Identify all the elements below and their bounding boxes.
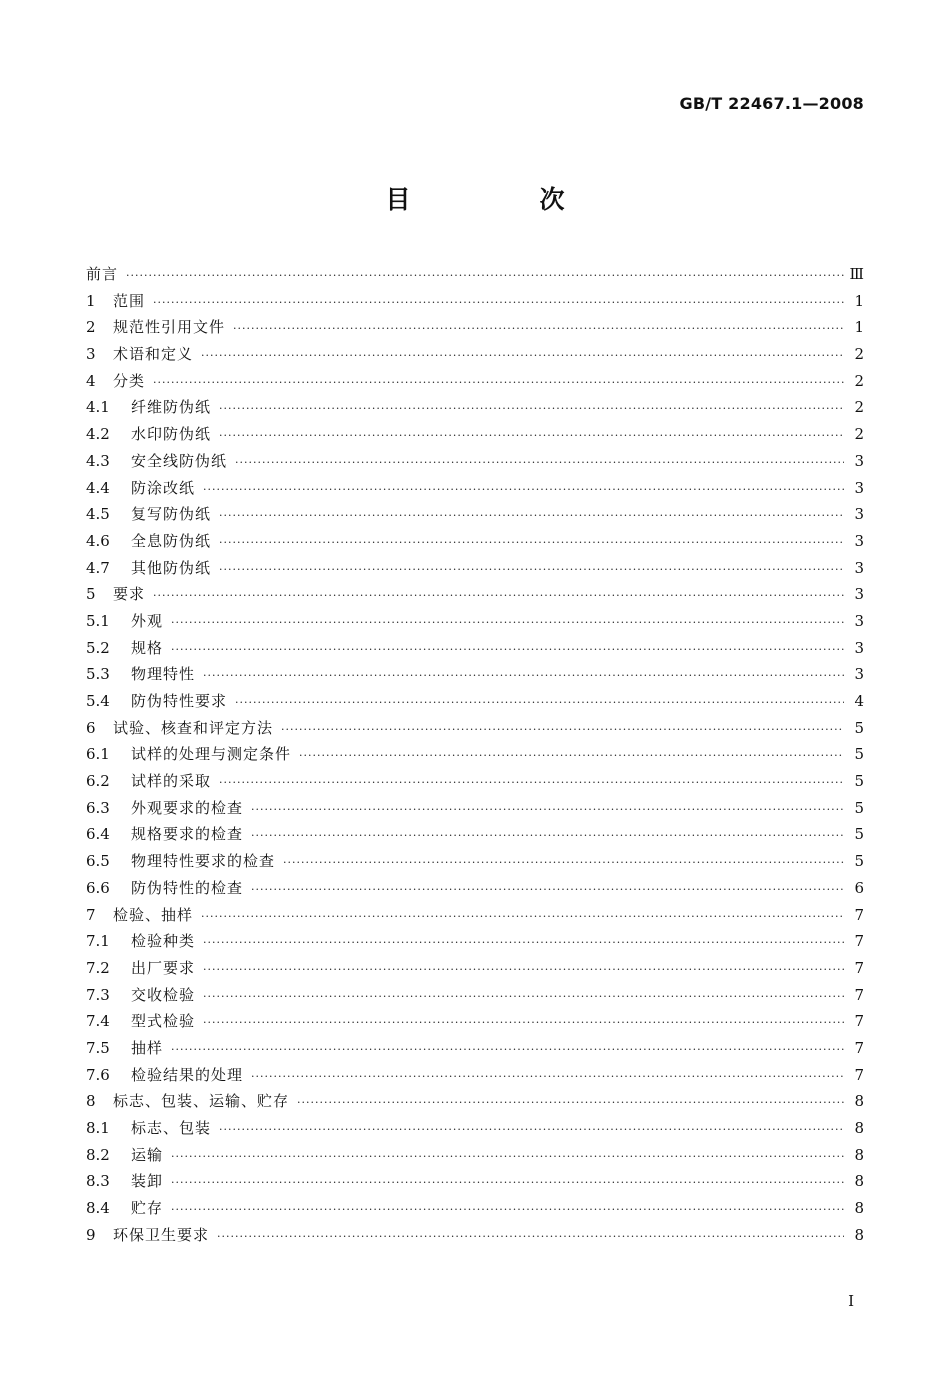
toc-entry-number: 8.2 <box>86 1145 110 1164</box>
toc-entry-page: 1 <box>854 291 864 310</box>
toc-entry-page: 5 <box>854 772 864 791</box>
toc-entry[interactable] <box>86 1170 864 1197</box>
toc-dot-leader <box>153 296 844 309</box>
toc-entry[interactable] <box>86 450 864 477</box>
toc-entry-number: 4.3 <box>86 451 110 470</box>
toc-entry-number: 6.2 <box>86 772 110 791</box>
toc-entry-number: 5.4 <box>86 692 110 710</box>
toc-entry-label: 术语和定义 <box>113 345 194 364</box>
toc-entry-page: 5 <box>854 825 864 844</box>
toc-dot-leader <box>251 1070 844 1083</box>
toc-dot-leader <box>126 269 844 282</box>
toc-entry[interactable] <box>86 850 864 877</box>
toc-entry-page: 8 <box>854 1172 864 1191</box>
toc-entry-label: 防伪特性要求 <box>131 692 228 710</box>
toc-entry-label: 安全线防伪纸 <box>131 451 228 470</box>
toc-entry-number: 4 <box>86 371 96 390</box>
toc-entry[interactable] <box>86 904 864 931</box>
toc-entry[interactable] <box>86 1144 864 1171</box>
toc-entry[interactable] <box>86 717 864 744</box>
toc-entry-label: 规格 <box>131 638 164 657</box>
standard-code: GB/T 22467.1—2008 <box>679 94 864 113</box>
toc-entry-number: 7.6 <box>86 1065 110 1084</box>
toc-entry-page: Ⅲ <box>849 265 864 283</box>
toc-entry-page: 3 <box>854 505 864 524</box>
toc-entry-page: 5 <box>854 798 864 817</box>
toc-entry-page: 7 <box>854 932 864 951</box>
toc-dot-leader <box>251 803 844 816</box>
toc-entry-page: 8 <box>854 1225 864 1244</box>
toc-entry-label: 外观要求的检查 <box>131 798 244 817</box>
toc-entry-page: 7 <box>854 1065 864 1084</box>
toc-entry[interactable] <box>86 530 864 557</box>
toc-entry-label: 试验、核查和评定方法 <box>113 718 274 737</box>
toc-entry[interactable] <box>86 370 864 397</box>
toc-entry[interactable] <box>86 557 864 584</box>
toc-entry[interactable] <box>86 263 864 290</box>
toc-entry[interactable] <box>86 1010 864 1037</box>
toc-entry-number: 5.1 <box>86 611 110 630</box>
toc-entry-label: 试样的处理与测定条件 <box>131 745 292 764</box>
toc-entry-label: 标志、包装 <box>131 1119 212 1137</box>
toc-entry[interactable] <box>86 984 864 1011</box>
toc-entry-page: 5 <box>854 852 864 871</box>
toc-entry-label: 运输 <box>131 1145 164 1164</box>
toc-entry-number: 9 <box>86 1225 96 1244</box>
toc-entry-number: 4.6 <box>86 531 110 550</box>
toc-entry-label: 防伪特性的检查 <box>131 878 244 897</box>
toc-entry-number: 8.3 <box>86 1172 110 1191</box>
toc-dot-leader <box>203 669 844 682</box>
toc-entry-label: 装卸 <box>131 1172 164 1191</box>
toc-entry-number: 7.5 <box>86 1038 110 1057</box>
toc-entry-page: 7 <box>854 905 864 924</box>
toc-dot-leader <box>219 402 844 415</box>
toc-entry[interactable] <box>86 343 864 370</box>
toc-dot-leader <box>235 696 844 709</box>
toc-entry-page: 2 <box>854 425 864 444</box>
toc-entry[interactable] <box>86 503 864 530</box>
toc-entry-number: 6.1 <box>86 745 110 764</box>
toc-dot-leader <box>203 990 844 1003</box>
toc-entry-number: 7.1 <box>86 932 110 951</box>
toc-entry[interactable] <box>86 290 864 317</box>
toc-dot-leader <box>233 322 844 335</box>
toc-dot-leader <box>299 749 844 762</box>
toc-entry-page: 3 <box>854 611 864 630</box>
toc-entry-number: 6.6 <box>86 878 110 897</box>
toc-entry-label: 前言 <box>86 265 119 283</box>
toc-dot-leader <box>171 1203 844 1216</box>
toc-entry[interactable] <box>86 316 864 343</box>
toc-dot-leader <box>217 1230 844 1243</box>
toc-entry-page: 7 <box>854 985 864 1004</box>
toc-entry[interactable] <box>86 663 864 690</box>
toc-entry-label: 试样的采取 <box>131 772 212 791</box>
toc-entry-page: 8 <box>854 1092 864 1111</box>
toc-dot-leader <box>153 589 844 602</box>
toc-entry-label: 水印防伪纸 <box>131 425 212 444</box>
toc-dot-leader <box>171 616 844 629</box>
toc-entry-number: 8.1 <box>86 1119 110 1137</box>
toc-entry-page: 3 <box>854 665 864 684</box>
toc-entry-page: 5 <box>854 718 864 737</box>
toc-entry-label: 检验结果的处理 <box>131 1065 244 1084</box>
toc-dot-leader <box>281 723 844 736</box>
toc-entry-page: 3 <box>854 558 864 577</box>
toc-dot-leader <box>235 456 844 469</box>
toc-entry-number: 5.3 <box>86 665 110 684</box>
toc-entry-number: 8 <box>86 1092 96 1111</box>
toc-entry-number: 5.2 <box>86 638 110 657</box>
toc-dot-leader <box>219 509 844 522</box>
toc-dot-leader <box>203 963 844 976</box>
toc-entry[interactable] <box>86 957 864 984</box>
toc-entry[interactable] <box>86 743 864 770</box>
toc-entry-number: 7.4 <box>86 1012 110 1031</box>
toc-entry-page: 2 <box>854 371 864 390</box>
toc-entry-number: 7.3 <box>86 985 110 1004</box>
toc-entry-page: 7 <box>854 958 864 977</box>
toc-entry[interactable] <box>86 1117 864 1144</box>
toc-dot-leader <box>203 936 844 949</box>
toc-entry[interactable] <box>86 610 864 637</box>
toc-entry-page: 8 <box>854 1199 864 1218</box>
toc-dot-leader <box>203 1016 844 1029</box>
page-number: I <box>848 1292 854 1310</box>
toc-dot-leader <box>171 643 844 656</box>
toc-entry-page: 5 <box>854 745 864 764</box>
toc-dot-leader <box>283 856 844 869</box>
toc-entry-page: 6 <box>854 878 864 897</box>
toc-entry-label: 复写防伪纸 <box>131 505 212 524</box>
toc-entry-label: 规格要求的检查 <box>131 825 244 844</box>
toc-entry-label: 防涂改纸 <box>131 478 196 497</box>
toc-entry[interactable] <box>86 396 864 423</box>
toc-entry-number: 2 <box>86 318 96 337</box>
toc-entry-page: 3 <box>854 531 864 550</box>
toc-entry-label: 其他防伪纸 <box>131 558 212 577</box>
toc-dot-leader <box>219 536 844 549</box>
toc-entry-label: 要求 <box>113 585 146 604</box>
toc-entry-page: 8 <box>854 1119 864 1137</box>
toc-entry-number: 4.1 <box>86 398 110 417</box>
toc-entry[interactable] <box>86 637 864 664</box>
toc-dot-leader <box>219 563 844 576</box>
toc-entry-label: 出厂要求 <box>131 958 196 977</box>
toc-entry-label: 交收检验 <box>131 985 196 1004</box>
page-title: 目 次 <box>385 185 617 214</box>
toc-entry-label: 贮存 <box>131 1199 164 1218</box>
toc-entry-label: 外观 <box>131 611 164 630</box>
toc-dot-leader <box>219 776 844 789</box>
toc-entry-label: 范围 <box>113 291 146 310</box>
toc-entry-page: 7 <box>854 1012 864 1031</box>
toc-entry-number: 8.4 <box>86 1199 110 1218</box>
toc-entry-number: 4.4 <box>86 478 110 497</box>
toc-entry[interactable] <box>86 797 864 824</box>
toc-entry-label: 分类 <box>113 371 146 390</box>
toc-entry[interactable] <box>86 1090 864 1117</box>
toc-entry-number: 3 <box>86 345 96 364</box>
toc-entry[interactable] <box>86 690 864 717</box>
toc-entry-page: 2 <box>854 345 864 364</box>
toc-dot-leader <box>171 1150 844 1163</box>
toc-entry-number: 4.2 <box>86 425 110 444</box>
toc-entry-number: 6.4 <box>86 825 110 844</box>
toc-entry-page: 7 <box>854 1038 864 1057</box>
toc-entry-page: 3 <box>854 585 864 604</box>
toc-entry-label: 纤维防伪纸 <box>131 398 212 417</box>
toc-entry[interactable] <box>86 1224 864 1251</box>
toc-dot-leader <box>251 883 844 896</box>
toc-entry-page: 3 <box>854 478 864 497</box>
toc-entry[interactable] <box>86 583 864 610</box>
toc-entry-label: 标志、包装、运输、贮存 <box>113 1092 290 1111</box>
toc-entry-number: 6.5 <box>86 852 110 871</box>
toc-entry-label: 全息防伪纸 <box>131 531 212 550</box>
toc-entry-page: 3 <box>854 451 864 470</box>
toc-entry-label: 环保卫生要求 <box>113 1225 210 1244</box>
toc-entry-label: 检验、抽样 <box>113 905 194 924</box>
toc-dot-leader <box>201 349 844 362</box>
toc-entry-label: 规范性引用文件 <box>113 318 226 337</box>
toc-dot-leader <box>203 483 844 496</box>
toc-entry[interactable] <box>86 930 864 957</box>
toc-entry-number: 6 <box>86 718 96 737</box>
toc-entry[interactable] <box>86 477 864 504</box>
toc-entry-number: 4.7 <box>86 558 110 577</box>
toc-dot-leader <box>297 1096 844 1109</box>
toc-dot-leader <box>153 376 844 389</box>
toc-dot-leader <box>251 829 844 842</box>
toc-entry-label: 物理特性要求的检查 <box>131 852 276 871</box>
toc-entry-label: 检验种类 <box>131 932 196 951</box>
toc-entry-label: 抽样 <box>131 1038 164 1057</box>
toc-entry-page: 1 <box>854 318 864 337</box>
toc-entry-number: 7 <box>86 905 96 924</box>
toc-entry[interactable] <box>86 877 864 904</box>
toc-entry[interactable] <box>86 770 864 797</box>
toc-entry-label: 物理特性 <box>131 665 196 684</box>
table-of-contents <box>86 263 864 1250</box>
toc-entry-page: 3 <box>854 638 864 657</box>
toc-entry-number: 6.3 <box>86 798 110 817</box>
toc-entry[interactable] <box>86 823 864 850</box>
toc-entry[interactable] <box>86 1197 864 1224</box>
toc-entry-number: 1 <box>86 291 96 310</box>
toc-entry-number: 4.5 <box>86 505 110 524</box>
toc-entry-label: 型式检验 <box>131 1012 196 1031</box>
toc-entry[interactable] <box>86 1037 864 1064</box>
toc-dot-leader <box>201 910 844 923</box>
toc-entry[interactable] <box>86 1064 864 1091</box>
toc-entry-number: 7.2 <box>86 958 110 977</box>
toc-entry-page: 4 <box>854 692 864 710</box>
toc-dot-leader <box>219 1123 844 1136</box>
toc-dot-leader <box>171 1176 844 1189</box>
toc-dot-leader <box>171 1043 844 1056</box>
toc-entry-page: 8 <box>854 1145 864 1164</box>
toc-dot-leader <box>219 429 844 442</box>
toc-entry-number: 5 <box>86 585 96 604</box>
toc-entry-page: 2 <box>854 398 864 417</box>
toc-entry[interactable] <box>86 423 864 450</box>
